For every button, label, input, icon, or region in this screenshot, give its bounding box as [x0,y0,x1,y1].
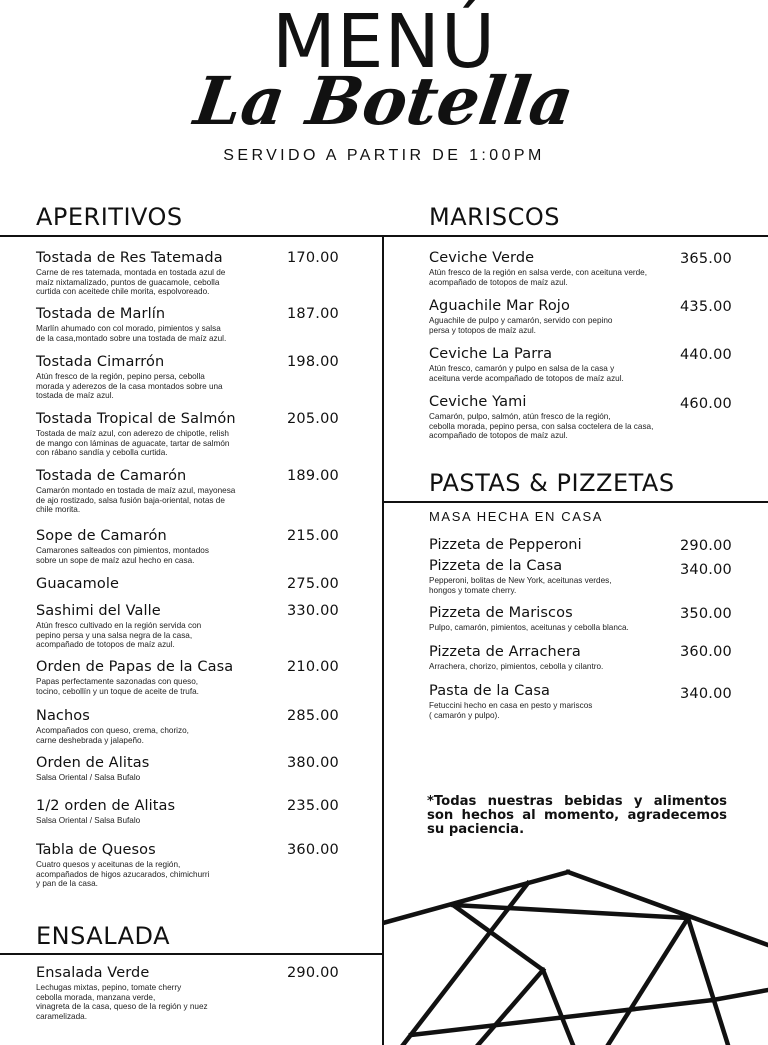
menu-item [429,644,603,672]
item-description: Camarón, pulpo, salmón, atún fresco de la región, cebolla morada, pepino persa, con salsa coctelera de la casa, acompañado de totopos de maíz azul. [429,412,654,441]
item-name: Tabla de Quesos [36,842,156,858]
decorative-geometric-lines [383,860,768,1045]
menu-item [36,528,209,565]
item-name: Ceviche La Parra [429,346,553,362]
menu-item [429,298,612,335]
item-description: Fetuccini hecho en casa en pesto y mariscos ( camarón y pulpo). [429,701,593,720]
item-price: 360.00 [287,842,339,858]
item-description: Tostada de maíz azul, con aderezo de chipotle, relish de mango con láminas de aguacate, tartar de salmón con rábano sandía y cebolla curtida. [36,429,230,458]
item-price: 189.00 [287,468,339,484]
item-description: Camarones salteados con pimientos, montados sobre un sope de maíz azul hecho en casa. [36,546,209,565]
item-price: 340.00 [680,686,732,702]
item-price: 198.00 [287,354,339,370]
item-name: Nachos [36,708,90,724]
item-price: 340.00 [680,562,732,578]
deco-line [568,872,768,945]
menu-item [36,603,201,650]
item-name: Tostada Cimarrón [36,354,165,370]
item-price: 330.00 [287,603,339,619]
item-name: Ceviche Verde [429,250,535,266]
deco-line [688,918,728,1045]
menu-item [429,250,647,287]
item-description: Pulpo, camarón, pimientos, aceitunas y cebolla blanca. [429,623,629,632]
item-name: Pizzeta de Pepperoni [429,537,582,553]
item-name: Pizzeta de Mariscos [429,605,573,621]
menu-item [36,842,209,889]
menu-item [429,605,629,633]
item-description: Arrachera, chorizo, pimientos, cebolla y cilantro. [429,662,604,671]
item-price: 170.00 [287,250,339,266]
item-description: Acompañados con queso, crema, chorizo, carne deshebrada y jalapeño. [36,726,189,745]
item-name: Aguachile Mar Rojo [429,298,570,314]
menu-item [36,755,149,783]
preparation-note: *Todas nuestras bebidas y alimentos son hechos al momento, agradecemos su paciencia. [427,794,727,837]
item-price: 350.00 [680,606,732,622]
section-heading-ensalada: ENSALADA [36,922,171,950]
item-name: Ensalada Verde [36,965,150,981]
item-price: 290.00 [287,965,339,981]
menu-item [36,708,189,745]
menu-item [429,394,653,441]
item-description: Marlín ahumado con col morado, pimientos y salsa de la casa,montado sobre una tostada de maíz azul. [36,324,227,343]
menu-item [429,346,624,383]
menu-item [36,576,119,592]
item-name: Pizzeta de la Casa [429,558,563,574]
item-description: Aguachile de pulpo y camarón, servido con pepino persa y totopos de maíz azul. [429,316,613,335]
divider-pastas [383,501,768,503]
item-description: Carne de res tatemada, montada en tostada azul de maíz nixtamalizado, puntos de guacamole, cebolla curtida con aceitede chile morita, espolvoreado. [36,268,226,297]
section-heading-aperitivos: APERITIVOS [36,203,183,231]
menu-item [36,798,175,826]
item-price: 290.00 [680,538,732,554]
item-description: Salsa Oriental / Salsa Bufalo [36,773,141,782]
menu-item [36,354,223,401]
menu-title: MENÚ [271,0,497,85]
item-name: Pasta de la Casa [429,683,551,699]
item-description: Camarón montado en tostada de maíz azul, mayonesa de ajo rostizado, salsa fusión baja-oriental, notas de chile morita. [36,486,236,515]
item-name: Pizzeta de Arrachera [429,644,581,660]
item-price: 360.00 [680,644,732,660]
divider-top [0,235,768,237]
item-name: Tostada de Camarón [36,468,187,484]
item-price: 435.00 [680,299,732,315]
menu-item [36,965,208,1021]
item-description: Papas perfectamente sazonadas con queso, tocino, cebollín y un toque de aceite de trufa. [36,677,199,696]
item-name: Sashimi del Valle [36,603,161,619]
item-price: 205.00 [287,411,339,427]
item-price: 440.00 [680,347,732,363]
item-price: 187.00 [287,306,339,322]
menu-item [36,659,233,696]
item-name: Ceviche Yami [429,394,527,410]
service-hours: SERVIDO A PARTIR DE 1:00PM [223,147,545,164]
deco-line [543,970,573,1045]
item-name: Tostada de Marlín [36,306,166,322]
pastas-subheading: MASA HECHA EN CASA [429,509,604,524]
menu-item [429,537,582,553]
item-name: Guacamole [36,576,120,592]
item-description: Cuatro quesos y aceitunas de la región, acompañados de higos azucarados, chimichurri y pan de la casa. [36,860,210,889]
deco-line [713,990,768,1000]
item-price: 285.00 [287,708,339,724]
item-price: 380.00 [287,755,339,771]
item-name: Orden de Papas de la Casa [36,659,234,675]
item-description: Pepperoni, bolitas de New York, aceitunas verdes, hongos y tomate cherry. [429,576,612,595]
item-description: Atún fresco, camarón y pulpo en salsa de la casa y aceituna verde acompañado de totopos de maíz azul. [429,364,624,383]
deco-line [453,905,688,918]
item-name: Orden de Alitas [36,755,150,771]
deco-line [383,872,568,923]
menu-item [36,250,225,297]
item-price: 210.00 [287,659,339,675]
deco-line [478,970,543,1045]
deco-line [411,1000,713,1035]
item-description: Atún fresco cultivado en la región servida con pepino persa y una salsa negra de la casa, acompañado de totopos de maíz azul. [36,621,202,650]
menu-item [429,558,612,595]
item-price: 460.00 [680,396,732,412]
section-heading-mariscos: MARISCOS [429,203,560,231]
item-description: Lechugas mixtas, pepino, tomate cherry cebolla morada, manzana verde, vinagreta de la casa, queso de la región y nuez caramelizada. [36,983,208,1021]
menu-item [36,468,235,515]
item-price: 215.00 [287,528,339,544]
menu-item [36,306,226,343]
item-description: Salsa Oriental / Salsa Bufalo [36,816,141,825]
item-price: 235.00 [287,798,339,814]
item-name: Tostada Tropical de Salmón [36,411,236,427]
menu-item [429,683,592,720]
item-description: Atún fresco de la región, pepino persa, cebolla morada y aderezos de la casa montados sobre una tostada de maíz azul. [36,372,223,401]
item-description: Atún fresco de la región en salsa verde, con aceituna verde, acompañado de totopos de maíz azul. [429,268,648,287]
item-name: Sope de Camarón [36,528,167,544]
deco-line [608,918,688,1045]
item-name: 1/2 orden de Alitas [36,798,176,814]
item-price: 365.00 [680,251,732,267]
item-name: Tostada de Res Tatemada [36,250,223,266]
section-heading-pastas: PASTAS & PIZZETAS [429,469,675,497]
divider-ensalada [0,953,383,955]
item-price: 275.00 [287,576,339,592]
menu-item [36,411,236,458]
brand-name: La Botella [189,62,579,140]
